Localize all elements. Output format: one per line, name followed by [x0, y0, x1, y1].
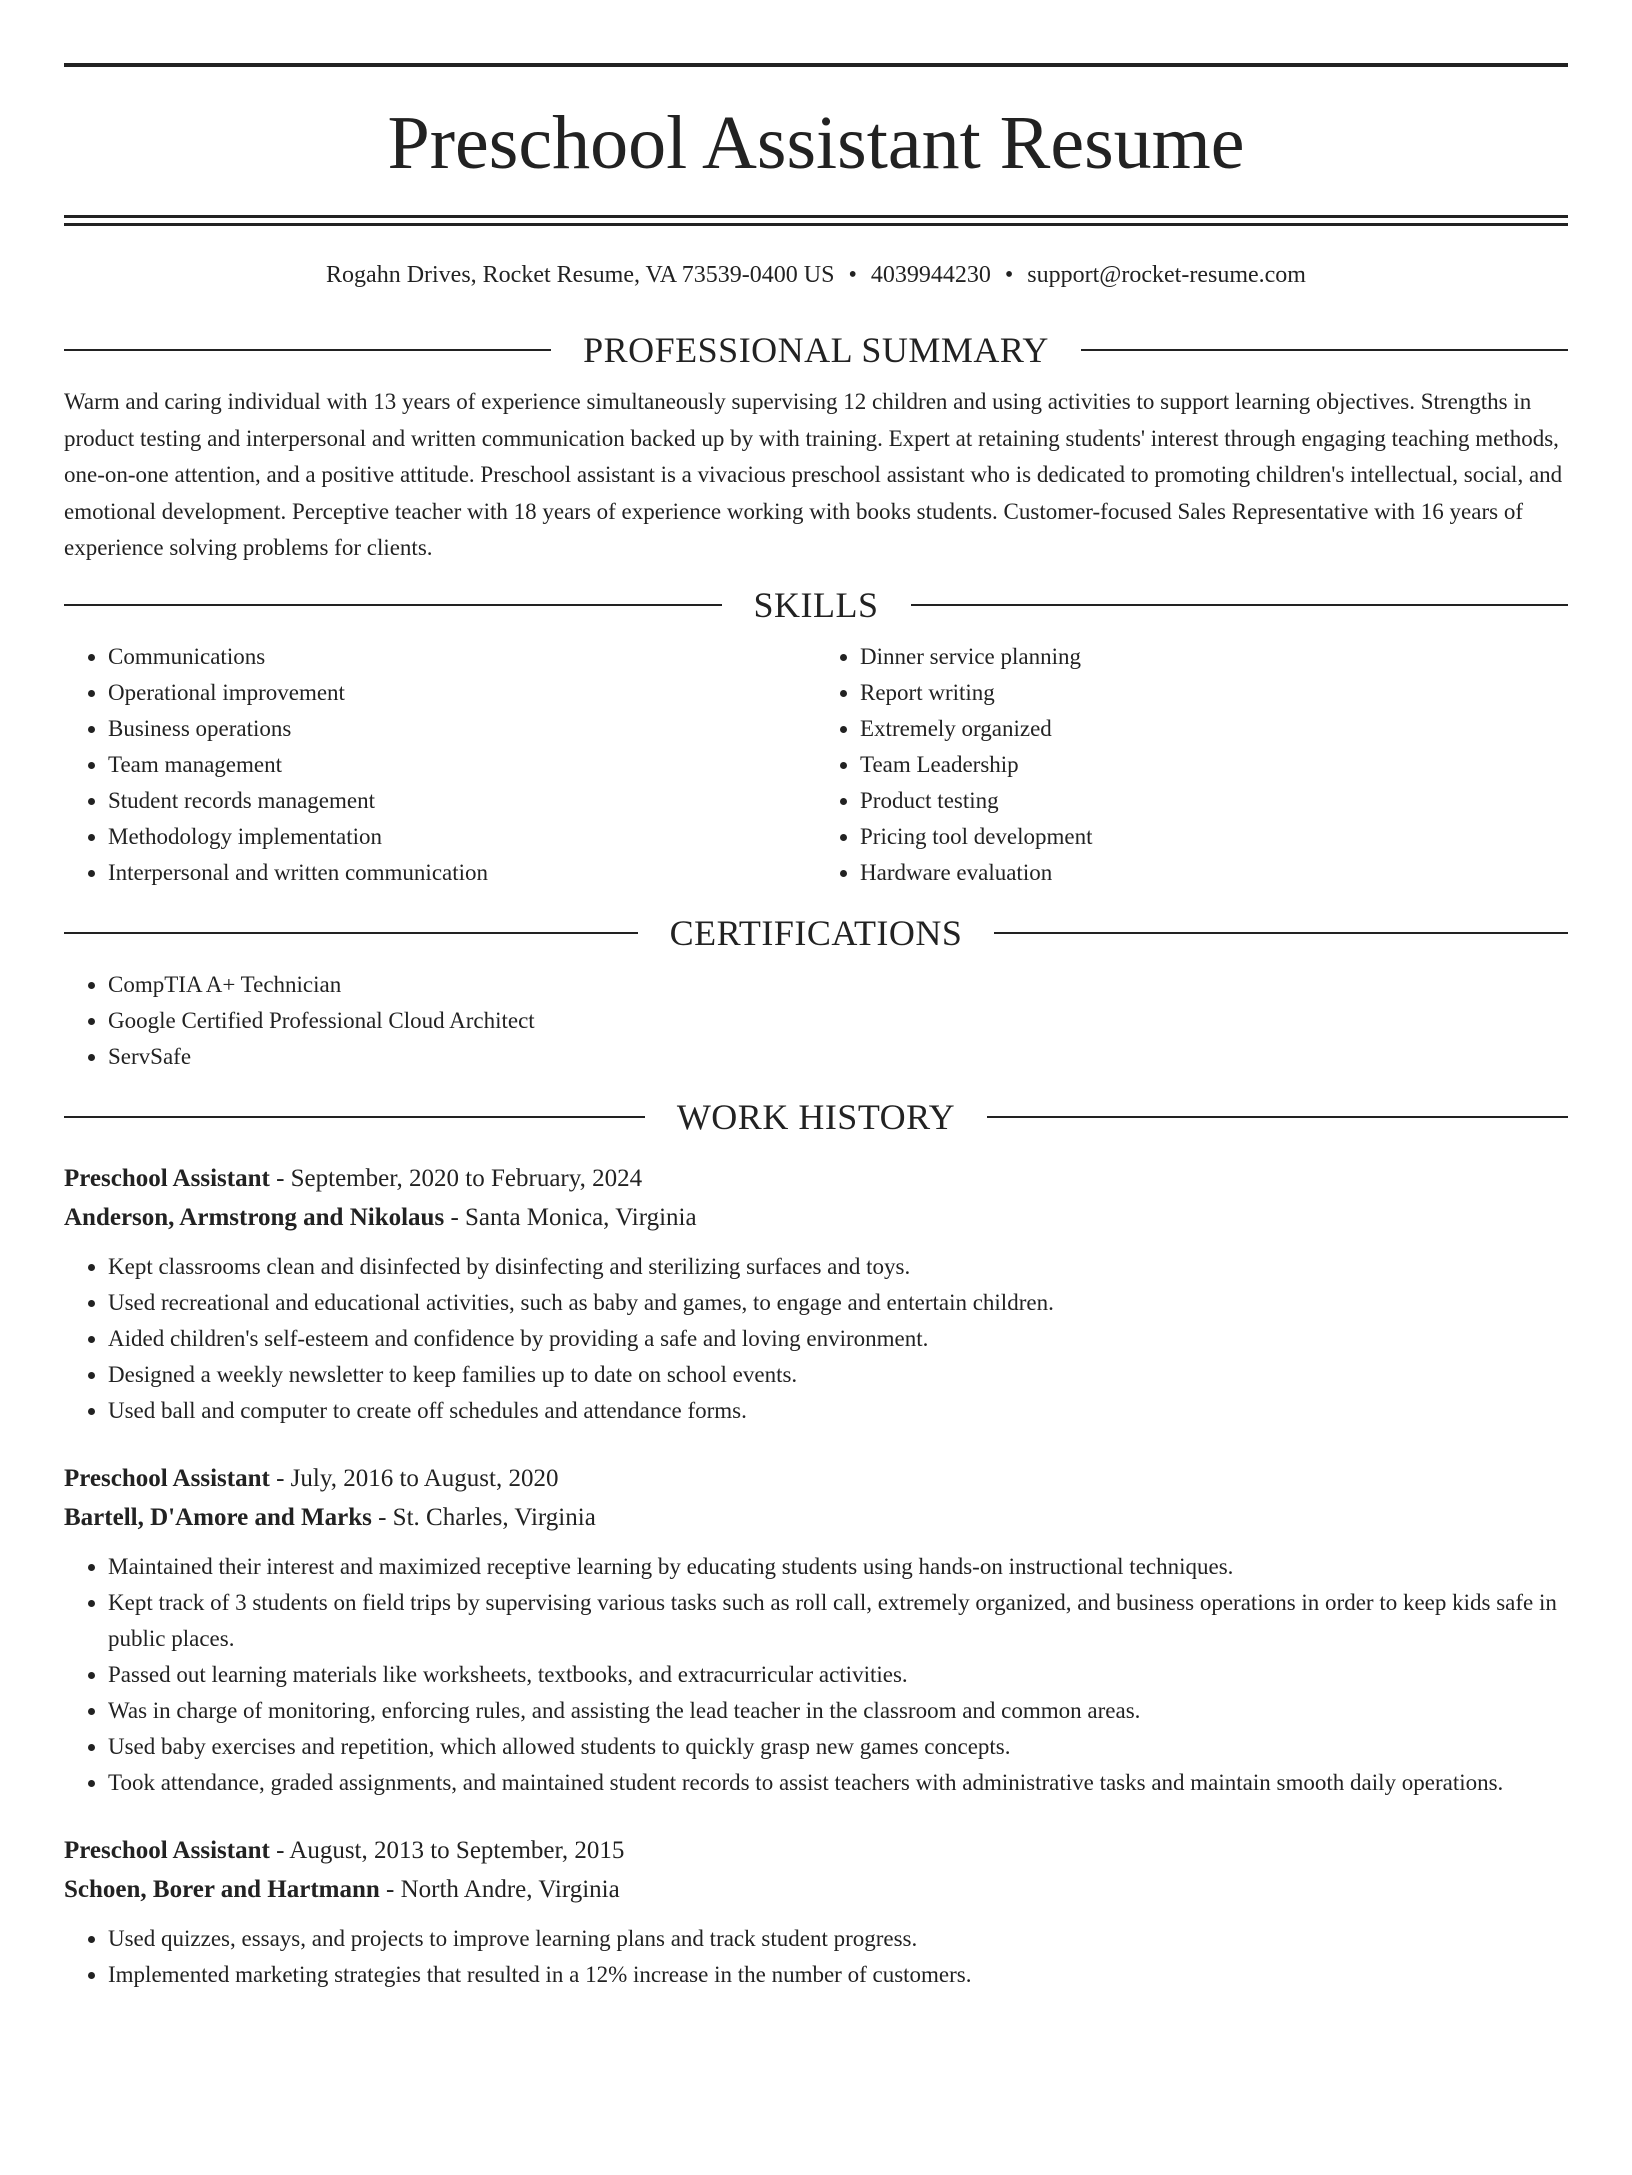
job-title-line	[64, 1159, 1568, 1198]
job-entry	[64, 1831, 1568, 1993]
skill-item: • Product testing	[860, 783, 1568, 819]
job-bullets	[64, 1549, 1568, 1801]
certification-item: • CompTIA A+ Technician	[108, 967, 1568, 1003]
page-title: Preschool Assistant Resume	[387, 101, 1245, 185]
skill-item: • Student records management	[108, 783, 816, 819]
skill-item: • Dinner service planning	[860, 639, 1568, 675]
certification-item: • Google Certified Professional Cloud Architect	[108, 1003, 1568, 1039]
section-rule	[64, 604, 722, 606]
skill-item: • Communications	[108, 639, 816, 675]
job-bullet: • Designed a weekly newsletter to keep families up to date on school events.	[108, 1357, 1568, 1393]
skill-item: • Team Leadership	[860, 747, 1568, 783]
job-location: - North Andre, Virginia	[379, 1875, 620, 1903]
skill-item: • Business operations	[108, 711, 816, 747]
job-dates: - July, 2016 to August, 2020	[269, 1464, 559, 1492]
job-dates: - September, 2020 to February, 2024	[269, 1164, 643, 1192]
section-title: SKILLS	[753, 584, 879, 625]
section-header-work-history	[64, 1097, 1568, 1137]
skill-item: • Operational improvement	[108, 675, 816, 711]
job-bullet: • Was in charge of monitoring, enforcing rules, and assisting the lead teacher in the classroom and common areas.	[108, 1693, 1568, 1729]
job-company: Bartell, D'Amore and Marks	[64, 1503, 372, 1531]
resume-page	[0, 63, 1632, 2175]
skills-list-right	[816, 639, 1568, 891]
job-company: Anderson, Armstrong and Nikolaus	[64, 1203, 445, 1231]
skill-item: • Team management	[108, 747, 816, 783]
job-title: Preschool Assistant	[64, 1836, 270, 1864]
job-company-line	[64, 1870, 1568, 1909]
job-bullet: • Kept classrooms clean and disinfected by disinfecting and sterilizing surfaces and toys.	[108, 1249, 1568, 1285]
skill-item: • Interpersonal and written communication	[108, 855, 816, 891]
top-rule	[64, 63, 1568, 67]
job-title-line	[64, 1459, 1568, 1498]
contact-line	[64, 260, 1568, 290]
skills-grid	[64, 639, 1568, 891]
section-title: WORK HISTORY	[676, 1096, 956, 1137]
job-title: Preschool Assistant	[64, 1464, 270, 1492]
job-bullet: • Maintained their interest and maximized receptive learning by educating students using hands-on instructional techniques.	[108, 1549, 1568, 1585]
job-location: - Santa Monica, Virginia	[444, 1203, 697, 1231]
job-bullet: • Kept track of 3 students on field trips by supervising various tasks such as roll call, extremely organized, and business operations in order to keep kids safe in public places.	[108, 1585, 1568, 1657]
skill-item: • Hardware evaluation	[860, 855, 1568, 891]
skill-item: • Report writing	[860, 675, 1568, 711]
job-entry	[64, 1159, 1568, 1429]
section-rule	[64, 349, 551, 351]
job-bullet: • Passed out learning materials like worksheets, textbooks, and extracurricular activities.	[108, 1657, 1568, 1693]
skills-list-left	[64, 639, 816, 891]
job-company: Schoen, Borer and Hartmann	[64, 1875, 380, 1903]
job-bullets	[64, 1921, 1568, 1993]
title-double-rule	[64, 215, 1568, 226]
job-company-line	[64, 1198, 1568, 1237]
job-title: Preschool Assistant	[64, 1164, 270, 1192]
job-bullet: • Used ball and computer to create off schedules and attendance forms.	[108, 1393, 1568, 1429]
job-bullets	[64, 1249, 1568, 1429]
job-location: - St. Charles, Virginia	[371, 1503, 596, 1531]
contact-email: support@rocket-resume.com	[1027, 262, 1306, 288]
job-bullet: • Used quizzes, essays, and projects to improve learning plans and track student progress.	[108, 1921, 1568, 1957]
job-title-line	[64, 1831, 1568, 1870]
job-bullet: • Aided children's self-esteem and confidence by providing a safe and loving environment.	[108, 1321, 1568, 1357]
contact-phone: 4039944230	[870, 262, 991, 288]
skill-item: • Methodology implementation	[108, 819, 816, 855]
job-bullet: • Used recreational and educational activities, such as baby and games, to engage and entertain children.	[108, 1285, 1568, 1321]
skill-item: • Extremely organized	[860, 711, 1568, 747]
section-rule	[1081, 349, 1568, 351]
certification-item: • ServSafe	[108, 1039, 1568, 1075]
section-rule	[64, 932, 638, 934]
job-company-line	[64, 1498, 1568, 1537]
job-bullet: • Used baby exercises and repetition, which allowed students to quickly grasp new games concepts.	[108, 1729, 1568, 1765]
contact-separator: •	[848, 262, 857, 288]
section-rule	[994, 932, 1568, 934]
section-rule	[64, 1116, 645, 1118]
section-title: PROFESSIONAL SUMMARY	[583, 330, 1049, 370]
section-rule	[987, 1116, 1568, 1118]
job-entry	[64, 1459, 1568, 1801]
job-dates: - August, 2013 to September, 2015	[269, 1836, 625, 1864]
section-rule	[911, 604, 1569, 606]
job-bullet: • Implemented marketing strategies that resulted in a 12% increase in the number of customers.	[108, 1957, 1568, 1993]
summary-text: Warm and caring individual with 13 years of experience simultaneously supervising 12 children and using activities to support learning objectives. Strengths in product testing and interpersonal and written communication backed up by with training. Expert at retaining students' interest through engaging teaching methods, one-on-one attention, and a positive attitude. Preschool assistant is a vivacious preschool assistant who is dedicated to promoting children's intellectual, social, and emotional development. Perceptive teacher with 18 years of experience working with books students. Customer-focused Sales Representative with 16 years of experience solving problems for clients.	[64, 389, 1563, 560]
job-bullet: • Took attendance, graded assignments, and maintained student records to assist teachers with administrative tasks and maintain smooth daily operations.	[108, 1765, 1568, 1801]
section-header-skills	[64, 585, 1568, 625]
skill-item: • Pricing tool development	[860, 819, 1568, 855]
section-title: CERTIFICATIONS	[669, 912, 963, 953]
section-header-summary	[64, 330, 1568, 370]
contact-separator: •	[1004, 262, 1014, 288]
section-header-certifications	[64, 913, 1568, 953]
certifications-list	[64, 967, 1568, 1075]
contact-address: Rogahn Drives, Rocket Resume, VA 73539-0400 US	[326, 262, 835, 288]
